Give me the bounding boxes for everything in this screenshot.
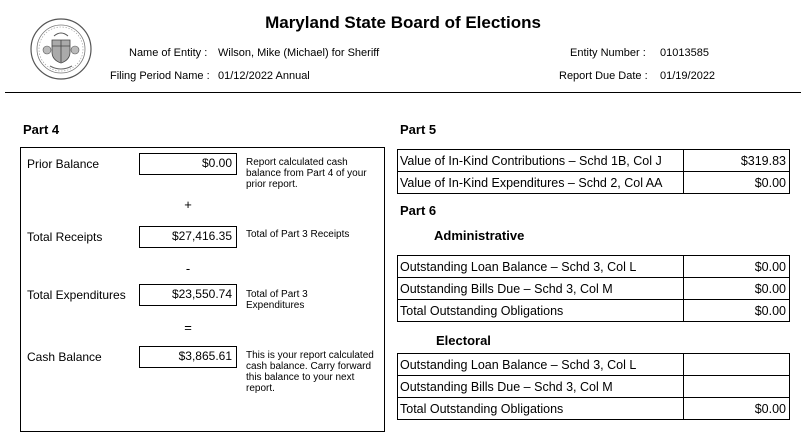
part5-table <box>397 149 790 194</box>
filing-period-value: 01/12/2022 Annual <box>218 70 310 82</box>
admin-total-obligations-value: $0.00 <box>684 300 790 322</box>
prior-balance-value: $0.00 <box>139 153 237 175</box>
table-row <box>398 300 790 322</box>
entity-name-value: Wilson, Mike (Michael) for Sheriff <box>218 47 380 59</box>
electoral-loan-balance-label: Outstanding Loan Balance – Schd 3, Col L <box>398 354 684 376</box>
electoral-bills-due-value <box>684 376 790 398</box>
due-date-value: 01/19/2022 <box>660 70 716 82</box>
due-date-label: Report Due Date : <box>559 70 648 82</box>
electoral-total-obligations-value: $0.00 <box>684 398 790 420</box>
prior-balance-note: Report calculated cash balance from Part 4 of your prior report. <box>246 157 367 190</box>
electoral-bills-due-label: Outstanding Bills Due – Schd 3, Col M <box>398 376 684 398</box>
electoral-loan-balance-value <box>684 354 790 376</box>
total-receipts-note: Total of Part 3 Receipts <box>246 229 350 240</box>
entity-name-label: Name of Entity : <box>129 47 208 59</box>
header-divider <box>5 92 801 93</box>
admin-total-obligations-label: Total Outstanding Obligations <box>398 300 684 322</box>
inkind-expenditures-label: Value of In-Kind Expenditures – Schd 2, Col AA <box>398 172 684 194</box>
total-receipts-value: $27,416.35 <box>139 226 237 248</box>
table-row <box>398 256 790 278</box>
administrative-heading: Administrative <box>434 228 525 243</box>
inkind-expenditures-value: $0.00 <box>684 172 790 194</box>
electoral-table <box>397 353 790 420</box>
filing-period-label: Filing Period Name : <box>110 70 210 82</box>
table-row <box>398 354 790 376</box>
cash-balance-label: Cash Balance <box>27 350 102 364</box>
prior-balance-label: Prior Balance <box>27 157 100 171</box>
part6-heading: Part 6 <box>400 203 437 218</box>
equals-operator: = <box>184 320 192 335</box>
admin-bills-due-value: $0.00 <box>684 278 790 300</box>
total-expenditures-label: Total Expenditures <box>27 288 126 302</box>
entity-number-label: Entity Number : <box>570 47 646 59</box>
total-expenditures-value: $23,550.74 <box>139 284 237 306</box>
total-receipts-label: Total Receipts <box>27 230 103 244</box>
administrative-table <box>397 255 790 322</box>
admin-loan-balance-value: $0.00 <box>684 256 790 278</box>
table-row <box>398 398 790 420</box>
inkind-contributions-label: Value of In-Kind Contributions – Schd 1B, Col J <box>398 150 684 172</box>
table-row <box>398 376 790 398</box>
table-row <box>398 278 790 300</box>
electoral-heading: Electoral <box>436 333 491 348</box>
total-expenditures-note: Total of Part 3 Expenditures <box>246 289 308 311</box>
entity-number-value: 01013585 <box>660 47 709 59</box>
page-title: Maryland State Board of Elections <box>265 13 541 32</box>
plus-operator: + <box>184 197 192 212</box>
part4-heading: Part 4 <box>23 122 60 137</box>
admin-bills-due-label: Outstanding Bills Due – Schd 3, Col M <box>398 278 684 300</box>
inkind-contributions-value: $319.83 <box>684 150 790 172</box>
electoral-total-obligations-label: Total Outstanding Obligations <box>398 398 684 420</box>
cash-balance-value: $3,865.61 <box>139 346 237 368</box>
table-row <box>398 172 790 194</box>
minus-operator: - <box>185 261 191 276</box>
part5-heading: Part 5 <box>400 122 437 137</box>
admin-loan-balance-label: Outstanding Loan Balance – Schd 3, Col L <box>398 256 684 278</box>
table-row <box>398 150 790 172</box>
cash-balance-note: This is your report calculated cash balance. Carry forward this balance to your next report. <box>246 350 374 394</box>
